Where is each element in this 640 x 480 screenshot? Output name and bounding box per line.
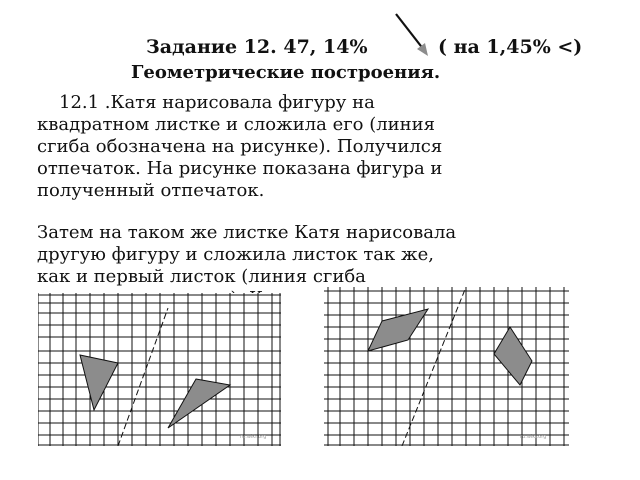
fold-line bbox=[402, 287, 466, 446]
figure-watermark: ru.wiki.org bbox=[240, 434, 267, 440]
shape-rhombus bbox=[494, 327, 532, 385]
paragraph-line: квадратном листке и сложила его (линия bbox=[37, 114, 436, 135]
paragraph-line: сгиба обозначена на рисунке). Получился bbox=[37, 136, 443, 157]
paragraph-line: полученный отпечаток. bbox=[37, 180, 265, 201]
grid-lines bbox=[324, 287, 569, 446]
paragraph-line: как и первый листок (линия сгиба bbox=[37, 266, 366, 287]
figure-right-grid bbox=[324, 287, 569, 446]
task-subtitle: Геометрические построения. bbox=[131, 62, 441, 83]
paragraph-line: аток bbox=[37, 310, 252, 331]
figure-watermark: ru.wiki.org bbox=[520, 434, 547, 440]
figure-left-grid bbox=[38, 293, 281, 446]
paragraph-line: Затем на таком же листке Катя нарисовала bbox=[37, 222, 457, 243]
arrow-down-right-icon bbox=[392, 12, 432, 58]
task-title: Задание 12. 47, 14% bbox=[146, 36, 368, 58]
paragraph-line: отпечаток. На рисунке показана фигура и bbox=[37, 158, 443, 179]
paragraph-line: ке). К bbox=[37, 288, 263, 309]
grid-lines bbox=[38, 293, 281, 446]
task-note: ( на 1,45% <) bbox=[438, 36, 583, 58]
paragraph-line: 12.1 .Катя нарисовала фигуру на bbox=[59, 92, 375, 113]
imprint-shape bbox=[168, 379, 230, 428]
paragraph-1 bbox=[37, 92, 597, 202]
paragraph-line: другую фигуру и сложила листок так же, bbox=[37, 244, 434, 265]
original-shape bbox=[80, 355, 118, 410]
